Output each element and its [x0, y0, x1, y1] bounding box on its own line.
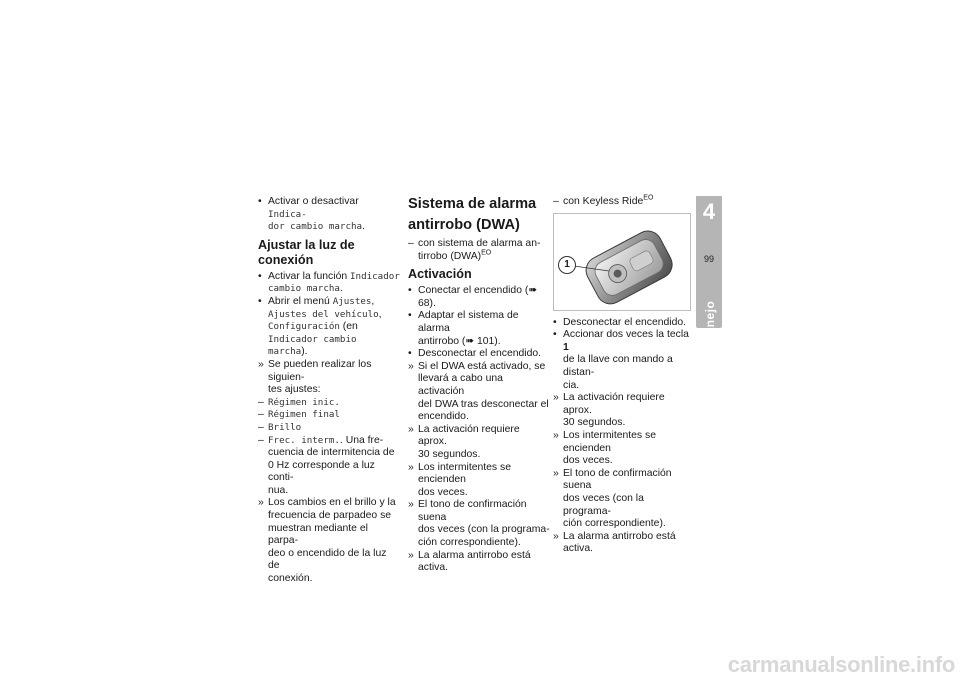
text-run: .	[339, 283, 343, 295]
text-line-continuation	[408, 411, 550, 424]
text-run: conexión.	[268, 573, 313, 585]
subsection-heading: Ajustar la luz de conexión	[258, 237, 355, 267]
text-run: Los intermitentes se encienden	[418, 461, 511, 486]
list-marker: »	[408, 461, 414, 473]
text-run: ción correspondiente).	[563, 518, 666, 530]
text-line-continuation	[408, 251, 550, 264]
list-marker: •	[553, 316, 557, 328]
list-marker: –	[258, 409, 264, 421]
text-run: Desconectar el encendido.	[563, 316, 687, 328]
menu-option-text: Ajustes del vehículo	[268, 308, 379, 320]
list-item	[258, 497, 400, 510]
list-item	[553, 468, 693, 493]
menu-option-text: Régimen inic.	[268, 396, 340, 408]
text-line-continuation	[258, 384, 400, 397]
list-item	[553, 392, 693, 417]
list-item	[258, 409, 400, 422]
list-marker: –	[258, 434, 264, 446]
chapter-number: 4	[702, 199, 716, 224]
text-line-continuation	[553, 417, 693, 430]
list-item	[553, 317, 693, 330]
text-run: dos veces (con la programa-	[563, 492, 644, 517]
list-item	[408, 238, 550, 251]
text-run: 68).	[418, 297, 436, 309]
text-run: dos veces (con la programa-	[418, 524, 550, 536]
list-marker: »	[553, 429, 559, 441]
menu-option-text: Ajustes	[332, 295, 372, 307]
text-run: Si el DWA está activado, se	[418, 360, 546, 372]
text-line-continuation	[258, 309, 400, 322]
text-run: (en	[339, 321, 358, 333]
menu-option-text: Indicador	[350, 270, 400, 282]
text-run: Los cambios en el brillo y la	[268, 497, 396, 509]
text-line-continuation	[258, 221, 400, 234]
equipment-superscript: EO	[643, 194, 654, 202]
text-run: 101).	[474, 335, 501, 347]
list-marker: »	[408, 423, 414, 435]
text-run: Activar la función	[268, 270, 351, 282]
menu-option-text: Brillo	[268, 421, 302, 433]
text-line-continuation	[408, 487, 550, 500]
menu-option-text: Frec. interm.	[268, 434, 340, 446]
text-run: Se pueden realizar los siguien-	[268, 358, 372, 383]
page-reference-arrow-icon: ➠	[465, 335, 475, 347]
list-item	[408, 310, 550, 335]
text-run: El tono de confirmación suena	[418, 499, 527, 523]
list-item	[408, 462, 550, 487]
text-run: Abrir el menú	[268, 295, 333, 307]
text-run: llevará a cabo una activación	[418, 373, 503, 397]
watermark-text: carmanualsonline.info	[727, 652, 955, 677]
text-line-continuation	[258, 523, 400, 548]
list-item	[258, 271, 400, 284]
text-run: Activar o desactivar	[268, 196, 359, 207]
text-line-continuation	[553, 354, 693, 379]
text-line-continuation	[258, 447, 400, 460]
text-line-continuation	[258, 460, 400, 485]
text-run: La alarma antirrobo está activa.	[418, 549, 531, 574]
menu-option-text: Régimen final	[268, 409, 340, 421]
column-middle	[408, 196, 550, 575]
list-item	[408, 348, 550, 361]
menu-option-text: Indicador cambio marcha	[268, 333, 357, 358]
text-line-continuation	[408, 373, 550, 398]
text-run: tes ajustes:	[268, 384, 321, 396]
text-run: muestran mediante el parpa-	[268, 522, 368, 547]
section-title: antirrobo (DWA)	[408, 217, 520, 233]
text-run: nua.	[268, 484, 289, 496]
text-run: frecuencia de parpadeo se	[268, 510, 392, 522]
text-run: 0 Hz corresponde a luz conti-	[268, 459, 375, 484]
text-run: 30 segundos.	[563, 417, 626, 429]
list-marker: »	[553, 530, 559, 542]
list-marker: »	[553, 467, 559, 479]
section-title: Sistema de alarma	[408, 196, 537, 212]
text-line-continuation	[258, 510, 400, 523]
text-run: ).	[301, 346, 308, 358]
text-run: con sistema de alarma an-	[418, 238, 541, 249]
text-run: dos veces.	[563, 455, 613, 467]
text-run: ción correspondiente).	[418, 537, 521, 549]
text-run: La alarma antirrobo está activa.	[563, 530, 676, 555]
text-line-continuation	[408, 524, 550, 537]
list-item	[258, 397, 400, 410]
text-line-continuation	[258, 485, 400, 498]
list-item	[408, 550, 550, 575]
text-run: cuencia de intermitencia de	[268, 447, 395, 459]
text-run: tirrobo (DWA)	[418, 250, 482, 262]
text-run: Desconectar el encendido.	[418, 348, 542, 360]
text-run: del DWA tras desconectar el	[418, 398, 549, 410]
text-run: Conectar el encendido (	[418, 285, 529, 297]
list-item	[553, 430, 693, 455]
list-marker: •	[258, 295, 262, 307]
text-run: ,	[371, 295, 375, 307]
text-run: 30 segundos.	[418, 448, 481, 460]
list-item	[553, 196, 693, 209]
list-marker: •	[553, 329, 557, 341]
text-run: antirrobo (	[418, 335, 466, 347]
text-line-continuation	[258, 548, 400, 573]
text-run: .	[362, 221, 365, 233]
keyless-ride-key-figure	[553, 213, 691, 311]
list-item	[553, 329, 693, 354]
menu-option-text: Configuración	[268, 321, 340, 333]
text-run: dos veces.	[418, 486, 468, 498]
list-marker: »	[258, 358, 264, 370]
list-item	[258, 296, 400, 309]
list-marker: •	[258, 270, 262, 282]
text-run: El tono de confirmación suena	[563, 467, 672, 492]
list-marker: »	[408, 549, 414, 561]
text-run: Adaptar el sistema de alarma	[418, 310, 519, 334]
text-run: deo o encendido de la luz de	[268, 547, 387, 572]
menu-option-text: dor cambio marcha	[268, 221, 363, 233]
list-marker: »	[408, 360, 414, 372]
list-marker: –	[553, 196, 559, 207]
text-line-continuation	[408, 449, 550, 462]
list-item	[258, 359, 400, 384]
list-item	[258, 196, 400, 221]
page-number: 99	[703, 254, 714, 264]
key-reference: 1	[563, 341, 569, 353]
subsection-heading: Activación	[408, 267, 472, 282]
callout-1: 1	[558, 256, 576, 274]
text-line-continuation	[258, 573, 400, 586]
list-item	[408, 499, 550, 524]
list-marker: »	[553, 392, 559, 404]
list-marker: •	[408, 348, 412, 360]
text-line-continuation	[408, 336, 550, 349]
text-line-continuation	[553, 518, 693, 531]
text-run: encendido.	[418, 411, 469, 423]
text-line-continuation	[258, 334, 400, 359]
text-run: La activación requiere aprox.	[563, 392, 665, 416]
text-run: Los intermitentes se encienden	[563, 429, 656, 454]
menu-option-text: cambio marcha	[268, 283, 340, 295]
column-right	[553, 196, 693, 556]
text-line-continuation	[553, 493, 693, 518]
text-line-continuation	[258, 283, 400, 296]
text-line-continuation	[553, 455, 693, 468]
text-line-continuation	[408, 399, 550, 412]
text-run: ,	[378, 308, 382, 320]
list-item	[408, 424, 550, 449]
list-marker: »	[258, 497, 264, 509]
text-run: cia.	[563, 379, 580, 391]
column-left	[258, 196, 400, 586]
text-run: Accionar dos veces la tecla	[563, 329, 689, 341]
text-run: La activación requiere aprox.	[418, 423, 520, 448]
text-line-continuation	[408, 537, 550, 550]
list-marker: •	[408, 310, 412, 322]
list-marker: •	[408, 285, 412, 297]
text-line-continuation	[553, 380, 693, 393]
list-marker: –	[408, 238, 414, 249]
list-item	[258, 435, 400, 448]
list-item	[408, 361, 550, 374]
text-run: . Una fre-	[339, 434, 384, 446]
page-reference-arrow-icon: ➠	[528, 285, 538, 297]
text-line-continuation	[258, 321, 400, 334]
list-item	[553, 531, 693, 556]
list-marker: •	[258, 196, 262, 207]
text-run: con Keyless Ride	[563, 196, 644, 207]
menu-option-text: Indica-	[268, 208, 307, 220]
list-marker: »	[408, 499, 414, 511]
list-marker: –	[258, 421, 264, 433]
list-marker: –	[258, 396, 264, 408]
list-item	[258, 422, 400, 435]
equipment-superscript: EO	[481, 249, 492, 257]
list-item	[408, 285, 550, 310]
section-label: Manejo	[703, 300, 717, 345]
text-run: de la llave con mando a distan-	[563, 354, 673, 378]
